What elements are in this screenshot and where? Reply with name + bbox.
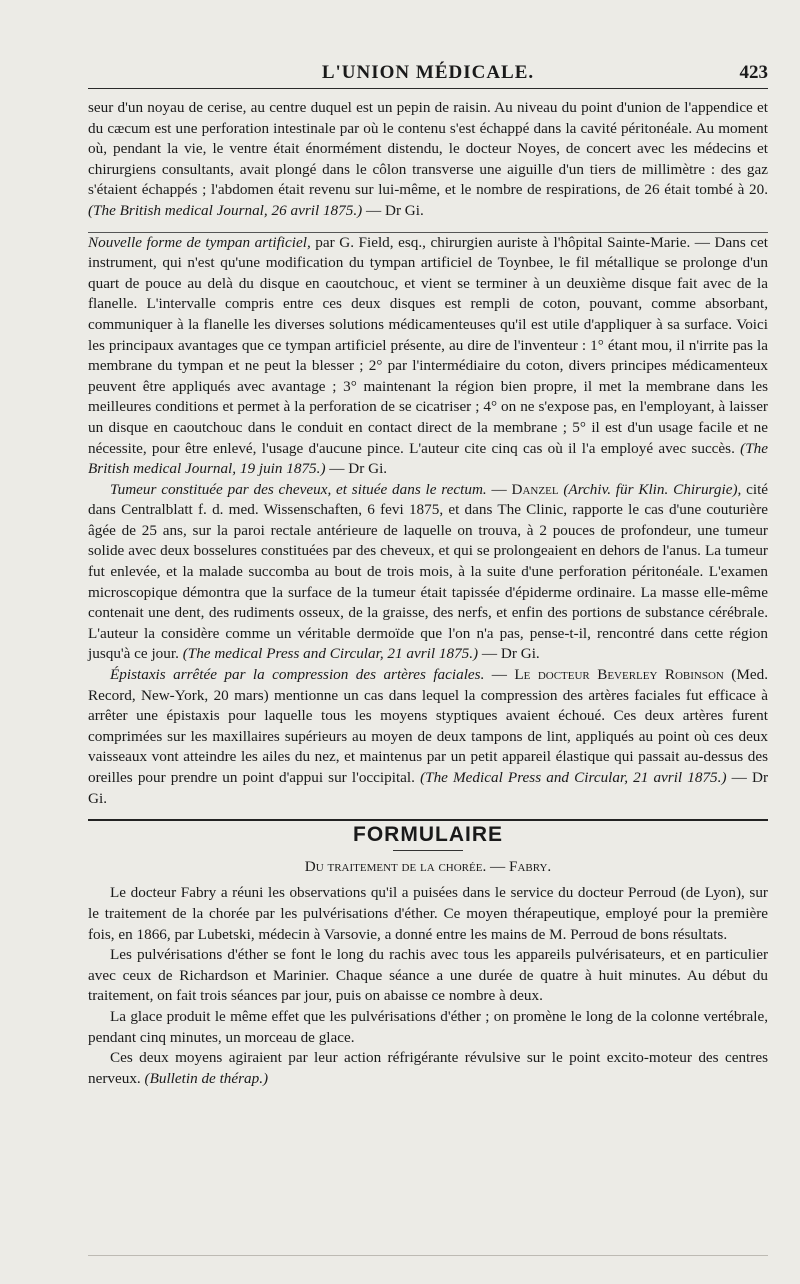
citation: (The Medical Press and Circular, 21 avril 1875.) <box>420 769 727 786</box>
article-body <box>88 98 768 1089</box>
signature: — Dr Gi. <box>481 645 540 663</box>
title-rule <box>393 850 463 851</box>
item-title: Tumeur constituée par des cheveux, et située dans le rectum. <box>110 480 487 498</box>
signature: — Dr Gi. <box>88 769 768 807</box>
page-number: 423 <box>739 62 768 83</box>
signature: — Dr Gi. <box>366 201 424 219</box>
formulaire-paragraph: Les pulvérisations d'éther se font le long du rachis avec tous les appareils pulvérisateurs, et en particulier avec ceux de Richardson et Marinier. Chaque séance a une durée de quatre à huit minutes. Au début du traitement, on fait trois séances par jour, puis on abaisse ce nombre à deux. <box>88 946 768 1005</box>
item-author: — Le docteur Beverley Robinson <box>491 666 724 684</box>
formulaire-paragraph: La glace produit le même effet que les pulvérisations d'éther ; on promène le long de la colonne vertébrale, pendant cinq minutes, un morceau de glace. <box>88 1007 768 1046</box>
item-epistaxis <box>88 665 768 809</box>
signature: — Dr Gi. <box>329 460 388 478</box>
item-title: Nouvelle forme de tympan artificiel, <box>88 233 311 251</box>
item-title: Épistaxis arrêtée par la compression des artères faciales. <box>110 666 485 684</box>
journal-title: L'UNION MÉDICALE. <box>321 62 535 83</box>
citation: (The British medical Journal, 26 avril 1875.) <box>88 201 363 219</box>
item-text: chirurgien auriste à l'hôpital Sainte-Marie. — Dans cet instrument, qui n'est qu'une modification du tympan artificiel de Toynbee, le fil métallique se prolonge d'un quart de pouce au delà du disque en caoutchouc, et vient se terminer à un deuxième disque fait avec de la flanelle. L'intervalle compris entre ces deux disques est rempli de coton, pouvant, comme absorbant, communiquer à la flanelle les diverses solutions médicamenteuses qu'il est utile d'appliquer à sa surface. Voici les principaux avantages que ce tympan artificiel présente, au dire de l'inventeur : 1° étant mou, il n'irrite pas la membrane du tympan et ne peut la blesser ; 2° par l'intermédiaire du coton, divers principes médicamenteux peuvent être appliqués avec avantage ; 3° maintenant la région bien propre, il met la membrane dans les meilleures conditions et permet à la perforation de se cicatriser ; 4° on ne s'expose pas, en l'employant, à laisser un disque en caoutchouc dans le conduit en contact direct de la membrane ; 5° il est d'un usage facile et ne nécessite, pour être enlevé, l'usage d'aucune pince. L'auteur cite cinq cas où il l'a employé avec succès. <box>88 233 768 457</box>
item-author: — Danzel <box>491 480 559 498</box>
paragraph-text: Ces deux moyens agiraient par leur action réfrigérante révulsive sur le point excito-moteur des centres nerveux. <box>88 1049 768 1087</box>
paragraph-continued <box>88 98 768 222</box>
formulaire-paragraph <box>88 1048 768 1089</box>
item-text: cité dans Centralblatt f. d. med. Wissenschaften, 6 fevi 1875, et dans The Clinic, rapporte le cas d'une couturière âgée de 25 ans, sur la paroi rectale antérieure de laquelle on trouva, à 2 pouces de profondeur, une tumeur solide avec deux bosselures constituées par des cheveux, et qui se prolongeaient en dehors de l'anus. La tumeur fut enlevée, et la malade succomba au bout de trois mois, à la suite d'une perforation péritonéale. L'examen microscopique démontra que la surface de la tumeur était tapissée d'épiderme ordinaire. La masse elle-même contenait une dent, des rudiments osseux, de la graisse, des nerfs, et enfin des portions de substance cérébrale. L'auteur la considère comme un véritable dermoïde que l'on n'a pas, pense-t-il, rencontré dans cette région jusqu'à ce jour. <box>88 480 769 663</box>
section-subtitle: Du traitement de la chorée. — Fabry. <box>304 857 552 875</box>
formulaire-section <box>88 819 768 1089</box>
citation: (Bulletin de thérap.) <box>144 1069 269 1087</box>
item-source: (Archiv. für Klin. Chirurgie), <box>563 480 742 498</box>
formulaire-paragraph: Le docteur Fabry a réuni les observations qu'il a puisées dans le service du docteur Perroud (de Lyon), sur le traitement de la chorée par les pulvérisations d'éther. Ce moyen thérapeutique, employé pour la première fois, en 1866, par Lubetski, médecin à Varsovie, a donné entre les mains de M. Perroud de bons résultats. <box>88 884 768 943</box>
item-tympan <box>88 233 768 480</box>
citation: (The medical Press and Circular, 21 avril 1875.) <box>182 645 479 663</box>
section-title: FORMULAIRE <box>353 823 503 847</box>
footer-rule <box>88 1255 768 1256</box>
item-tumeur <box>88 480 768 665</box>
running-header <box>88 58 768 89</box>
item-author: par G. Field, esq., <box>315 233 426 251</box>
paragraph-text: seur d'un noyau de cerise, au centre duquel est un pepin de raisin. Au niveau du point d'union de l'appendice et du cæcum est une perforation intestinale par où le contenu s'est échappé dans la cavité péritonéale. Au moment où, pendant la vie, le ventre était énormément distendu, le docteur Noyes, de concert avec les médecins et chirurgiens consultants, avait plongé dans le côlon transverse une aiguille d'un tiers de millimètre : des gaz s'étaient échappés ; l'abdomen était revenu sur lui-même, et le nombre de respirations, de 26 était tombé à 20. <box>88 99 768 199</box>
item-text: (Med. Record, New-York, 20 mars) mentionne un cas dans lequel la compression des artères faciales fut efficace à arrêter une épistaxis pour laquelle tous les moyens styptiques avaient échoué. Ces deux artères furent comprimées sur les maxillaires supérieurs au moyen de deux tampons de lint, appliqués au point où ces deux vaisseaux vont atteindre les ailes du nez, et maintenus par un petit appareil élastique qui passait au-dessus des oreilles pour prendre un point d'appui sur l'occipital. <box>88 666 768 786</box>
citation: (The British medical Journal, 19 juin 1875.) <box>88 439 768 478</box>
